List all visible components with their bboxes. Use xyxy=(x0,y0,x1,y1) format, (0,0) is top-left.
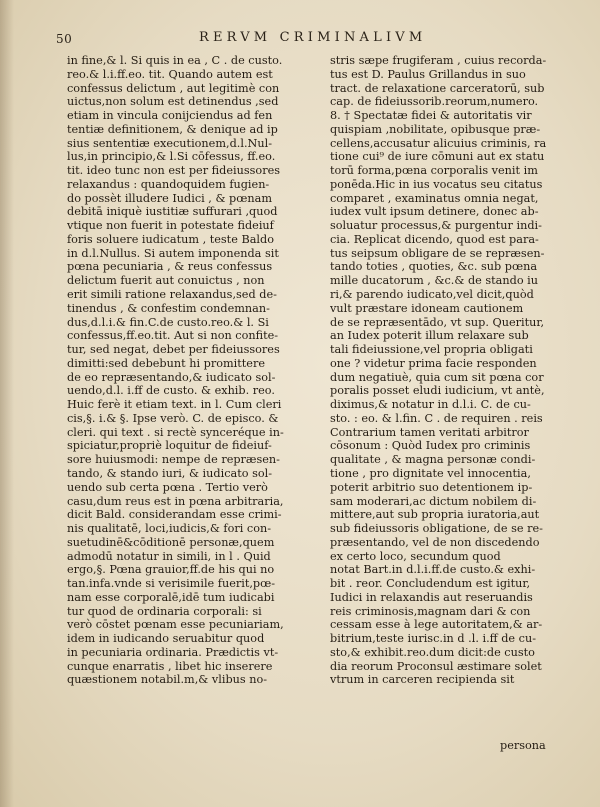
text-line: poterit arbitrio suo detentionem ip- xyxy=(330,480,533,494)
text-line: sto,& exhibit.reo.dum dicit:de custo xyxy=(330,645,535,659)
text-line: in pecuniaria ordinaria. Prædictis vt- xyxy=(67,645,279,659)
text-line: etiam in vincula conijciendus ad fen xyxy=(67,109,273,123)
text-line: nis qualitatē, loci,iudicis,& fori con- xyxy=(67,522,272,536)
text-line: tinendus , & confestim condemnan- xyxy=(67,301,270,315)
page-number: 50 xyxy=(56,32,73,46)
left-text-column xyxy=(67,54,317,687)
text-line: dia reorum Proconsul æstimare solet xyxy=(330,659,542,673)
text-line: erit simili ratione relaxandus,sed de- xyxy=(67,288,277,302)
text-line: tentiæ definitionem, & denique ad ip xyxy=(67,122,278,136)
text-line: tan.infa.vnde si verisimile fuerit,pœ- xyxy=(67,577,276,591)
text-line: an Iudex poterit illum relaxare sub xyxy=(330,329,529,343)
text-line: tit. ideo tunc non est per fideiussores xyxy=(67,164,281,178)
text-line: in fine,& l. Si quis in ea , C . de custo. xyxy=(67,54,283,67)
text-line: tione , pro dignitate vel innocentia, xyxy=(330,466,531,480)
page-header xyxy=(56,30,556,50)
binding-shadow xyxy=(0,0,14,807)
text-line: stris sæpe frugiferam , cuius recorda- xyxy=(330,54,547,67)
text-line: bit . reor. Concludendum est igitur, xyxy=(330,577,531,591)
text-line: diximus,& notatur in d.l.i. C. de cu- xyxy=(330,398,531,412)
text-line: mille ducatorum , &c.& de stando iu xyxy=(330,274,539,288)
text-line: vtique non fuerit in potestate fideiuf xyxy=(67,219,274,233)
text-line: notat Bart.in d.l.i.ff.de custo.& exhi- xyxy=(330,563,536,577)
text-line: tali fideiussione,vel propria obligati xyxy=(330,343,533,357)
text-line: lus,in principio,& l.Si cōfessus, ff.eo. xyxy=(67,150,276,164)
text-line: de se repræsentādo, vt sup. Queritur, xyxy=(330,315,545,329)
text-line: reis criminosis,magnam dari & con xyxy=(330,604,531,618)
text-line: præsentando, vel de non discedendo xyxy=(330,535,540,549)
text-line: sam moderari,ac dictum nobilem di- xyxy=(330,494,537,508)
text-line: delictum fuerit aut conuictus , non xyxy=(67,274,265,288)
text-line: tur quod de ordinaria corporali: si xyxy=(67,604,262,618)
text-line: debitā iniquè iustitiæ suffurari ,quod xyxy=(67,205,278,219)
text-line: 8. † Spectatæ fidei & autoritatis vir xyxy=(330,109,532,123)
text-line: uendo sub certa pœna . Tertio verò xyxy=(67,480,268,494)
text-line: cleri. qui text . si rectè synceréque in- xyxy=(67,425,284,439)
text-line: do possèt illudere Iudici , & pœnam xyxy=(67,191,272,205)
text-line: foris soluere iudicatum , teste Baldo xyxy=(67,232,274,246)
text-line: relaxandus : quandoquidem fugien- xyxy=(67,177,270,191)
text-line: idem in iudicando seruabitur quod xyxy=(67,632,265,646)
text-line: suetudinē&cōditionē personæ,quem xyxy=(67,535,275,549)
text-line: tract. de relaxatione carceratorū, sub xyxy=(330,81,545,95)
right-text-column xyxy=(330,54,557,687)
text-line: tus est D. Paulus Grillandus in suo xyxy=(330,67,526,81)
text-line: Huic ferè it etiam text. in l. Cum cleri xyxy=(67,398,282,412)
text-line: poralis posset eludi iudicium, vt antè, xyxy=(330,384,545,398)
text-line: Iudici in relaxandis aut reseruandis xyxy=(330,590,533,604)
text-line: ex certo loco, secundum quod xyxy=(330,549,501,563)
text-line: dicit Bald. considerandam esse crimi- xyxy=(67,508,282,522)
text-line: in d.l.Nullus. Si autem imponenda sit xyxy=(67,246,279,260)
text-line: cunque enarratis , libet hic inserere xyxy=(67,659,273,673)
running-title: RERVM CRIMINALIVM xyxy=(199,30,427,45)
catchword: persona xyxy=(500,739,546,752)
text-line: cellens,accusatur alicuius criminis, ra xyxy=(330,136,547,150)
text-line: uendo,d.l. i.ff de custo. & exhib. reo. xyxy=(67,384,275,398)
text-line: pœna pecuniaria , & reus confessus xyxy=(67,260,273,274)
text-line: torū forma,pœna corporalis venit im xyxy=(330,164,538,178)
text-line: ri,& parendo iudicato,vel dicit,quòd xyxy=(330,288,534,302)
text-line: mittere,aut sub propria iuratoria,aut xyxy=(330,508,540,522)
text-line: de eo repræsentando,& iudicato sol- xyxy=(67,370,276,384)
text-line: nam esse corporalē,idē tum iudicabi xyxy=(67,590,275,604)
text-line: tando, & stando iuri, & iudicato sol- xyxy=(67,466,273,480)
text-line: cap. de fideiussorib.reorum,numero. xyxy=(330,95,539,109)
text-line: tur, sed negat, debet per fideiussores xyxy=(67,343,280,357)
text-line: ponēda.Hic in ius vocatus seu citatus xyxy=(330,177,543,191)
text-line: casu,dum reus est in pœna arbitraria, xyxy=(67,494,284,508)
text-line: one ? videtur prima facie responden xyxy=(330,356,537,370)
text-line: cis,§. i.& §. Ipse verò. C. de episco. & xyxy=(67,411,279,425)
text-line: verò cōstet pœnam esse pecuniariam, xyxy=(67,618,284,632)
text-line: spiciatur,propriè loquitur de fideiuf- xyxy=(67,439,272,453)
text-line: quæstionem notabil.m,& vlibus no- xyxy=(67,673,268,687)
text-line: admodū notatur in simili, in l . Quid xyxy=(67,549,271,563)
text-line: dus,d.l.i.& fin.C.de custo.reo.& l. Si xyxy=(67,315,269,329)
text-line: quispiam ,nobilitate, opibusque præ- xyxy=(330,122,541,136)
text-line: Contrarium tamen veritati arbitror xyxy=(330,425,529,439)
text-line: uictus,non solum est detinendus ,sed xyxy=(67,95,279,109)
text-line: sius sententiæ executionem,d.l.Nul- xyxy=(67,136,273,150)
text-line: confessus delictum , aut legitimè con xyxy=(67,81,280,95)
text-line: dum negatiuè, quia cum sit pœna cor xyxy=(330,370,544,384)
text-line: ergo,§. Pœna grauior,ff.de his qui no xyxy=(67,563,275,577)
text-line: dimitti:sed debebunt hi promittere xyxy=(67,356,265,370)
text-line: cia. Replicat dicendo, quod est para- xyxy=(330,232,539,246)
text-line: tione cui⁹ de iure cōmuni aut ex statu xyxy=(330,150,545,164)
text-line: sub fideiussoris obligatione, de se re- xyxy=(330,522,543,536)
text-line: sto. : eo. & l.fin. C . de requiren . reis xyxy=(330,411,543,425)
text-line: tus seipsum obligare de se repræsen- xyxy=(330,246,545,260)
text-line: sore huiusmodi: nempe de repræsen- xyxy=(67,453,280,467)
text-line: cōsonum : Quòd Iudex pro criminis xyxy=(330,439,531,453)
text-line: cessam esse à lege autoritatem,& ar- xyxy=(330,618,543,632)
text-line: reo.& l.i.ff.eo. tit. Quando autem est xyxy=(67,67,273,81)
text-line: bitrium,teste iurisc.in d .l. i.ff de cu- xyxy=(330,632,537,646)
text-line: vult præstare idoneam cautionem xyxy=(330,301,524,315)
text-line: confessus,ff.eo.tit. Aut si non confite- xyxy=(67,329,279,343)
text-line: comparet , examinatus omnia negat, xyxy=(330,191,539,205)
text-line: tando toties , quoties, &c. sub pœna xyxy=(330,260,538,274)
text-line: qualitate , & magna personæ condi- xyxy=(330,453,536,467)
text-line: soluatur processus,& purgentur indi- xyxy=(330,219,542,233)
text-line: iudex vult ipsum detinere, donec ab- xyxy=(330,205,539,219)
text-line: vtrum in carceren recipienda sit xyxy=(330,673,515,687)
